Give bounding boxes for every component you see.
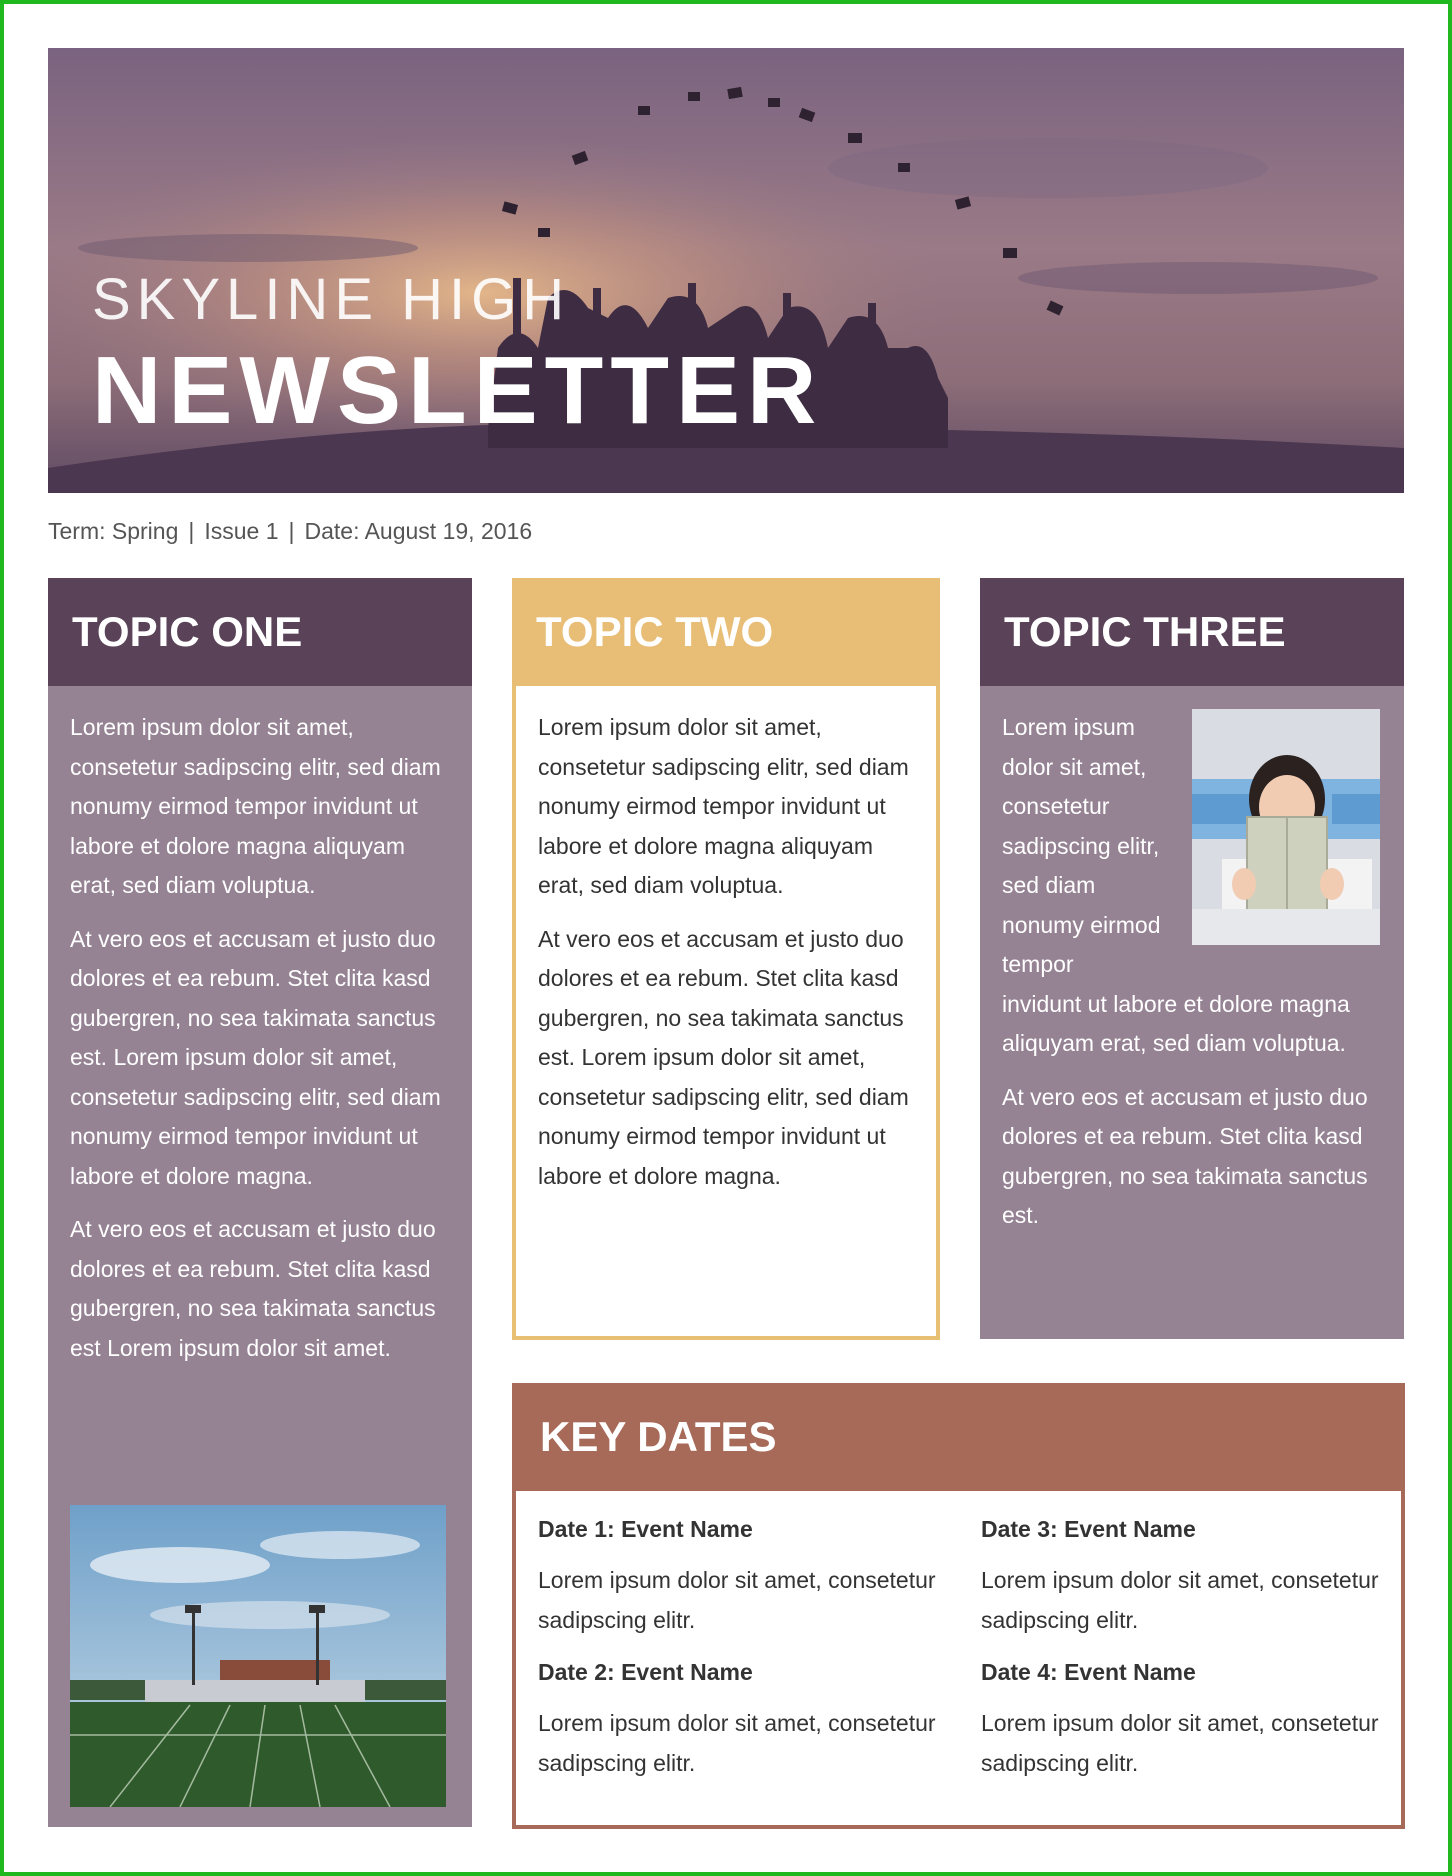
event-name: Date 3: Event Name [981, 1516, 1196, 1542]
event-name: Date 1: Event Name [538, 1516, 753, 1542]
paragraph-wrap [1002, 708, 1172, 985]
topic-two-heading: TOPIC TWO [512, 578, 940, 686]
stadium-photo [70, 1505, 446, 1807]
issue-label: Issue 1 [204, 518, 279, 544]
event-description: Lorem ipsum dolor sit amet, consetetur sadipscing elitr. [538, 1710, 936, 1776]
key-dates-list [538, 1511, 1391, 1783]
topic-three-heading: TOPIC THREE [980, 578, 1404, 686]
event-name: Date 2: Event Name [538, 1659, 753, 1685]
paragraph: At vero eos et accusam et justo duo dolores et ea rebum. Stet clita kasd gubergren, no sea takimata sanctus est. [1002, 1083, 1368, 1228]
date-label: Date: August 19, 2016 [304, 518, 533, 544]
topic-two-body [516, 686, 936, 1196]
wrap-line: consetetur [1002, 793, 1110, 819]
newsletter-title: NEWSLETTER [92, 337, 824, 444]
wrap-line: nonumy eirmod [1002, 911, 1161, 938]
wrap-line: Lorem ipsum [1002, 714, 1135, 740]
event-name: Date 4: Event Name [981, 1659, 1196, 1685]
key-date-item [538, 1654, 981, 1783]
paragraph: invidunt ut labore et dolore magna aliquyam erat, sed diam voluptua. [1002, 990, 1350, 1056]
wrap-line: sed diam [1002, 872, 1096, 898]
paragraph: Lorem ipsum dolor sit amet, consetetur sadipscing elitr, sed diam nonumy eirmod tempor invidunt ut labore et dolore magna aliquyam erat, sed diam voluptua. [538, 714, 909, 898]
school-name: SKYLINE HIGH [92, 267, 571, 332]
wrap-line: dolor sit amet, [1002, 753, 1147, 780]
topic-three-card [980, 578, 1404, 1339]
meta-separator: | [288, 518, 295, 544]
event-description: Lorem ipsum dolor sit amet, consetetur sadipscing elitr. [981, 1567, 1379, 1633]
issue-meta [48, 518, 532, 545]
key-date-item [981, 1511, 1401, 1640]
student-reading-photo [1192, 709, 1380, 945]
event-description: Lorem ipsum dolor sit amet, consetetur sadipscing elitr. [981, 1710, 1379, 1776]
paragraph: At vero eos et accusam et justo duo dolores et ea rebum. Stet clita kasd gubergren, no sea takimata sanctus est Lorem ipsum dolor sit amet. [70, 1216, 436, 1361]
wrap-line: tempor [1002, 951, 1074, 977]
term-label: Term: Spring [48, 518, 179, 544]
header-banner [48, 48, 1404, 493]
meta-separator: | [188, 518, 195, 544]
key-date-item [538, 1511, 981, 1640]
key-date-item [981, 1654, 1401, 1783]
event-description: Lorem ipsum dolor sit amet, consetetur sadipscing elitr. [538, 1567, 936, 1633]
topic-one-heading: TOPIC ONE [48, 578, 472, 686]
paragraph: At vero eos et accusam et justo duo dolores et ea rebum. Stet clita kasd gubergren, no sea takimata sanctus est. Lorem ipsum dolor sit amet, consetetur sadipscing elitr, sed diam nonumy eirmod tempor invidunt ut labore et dolore magna. [70, 925, 441, 1189]
paragraph: At vero eos et accusam et justo duo dolores et ea rebum. Stet clita kasd gubergren, no sea takimata sanctus est. Lorem ipsum dolor sit amet, consetetur sadipscing elitr, sed diam nonumy eirmod tempor invidunt ut labore et dolore magna. [538, 925, 909, 1189]
key-dates-heading: KEY DATES [512, 1383, 1405, 1491]
key-dates-card [512, 1383, 1405, 1829]
paragraph: Lorem ipsum dolor sit amet, consetetur sadipscing elitr, sed diam nonumy eirmod tempor invidunt ut labore et dolore magna aliquyam erat, sed diam voluptua. [70, 714, 441, 898]
topic-one-body [48, 686, 472, 1368]
wrap-line: sadipscing elitr, [1002, 832, 1160, 859]
topic-two-card [512, 578, 940, 1340]
